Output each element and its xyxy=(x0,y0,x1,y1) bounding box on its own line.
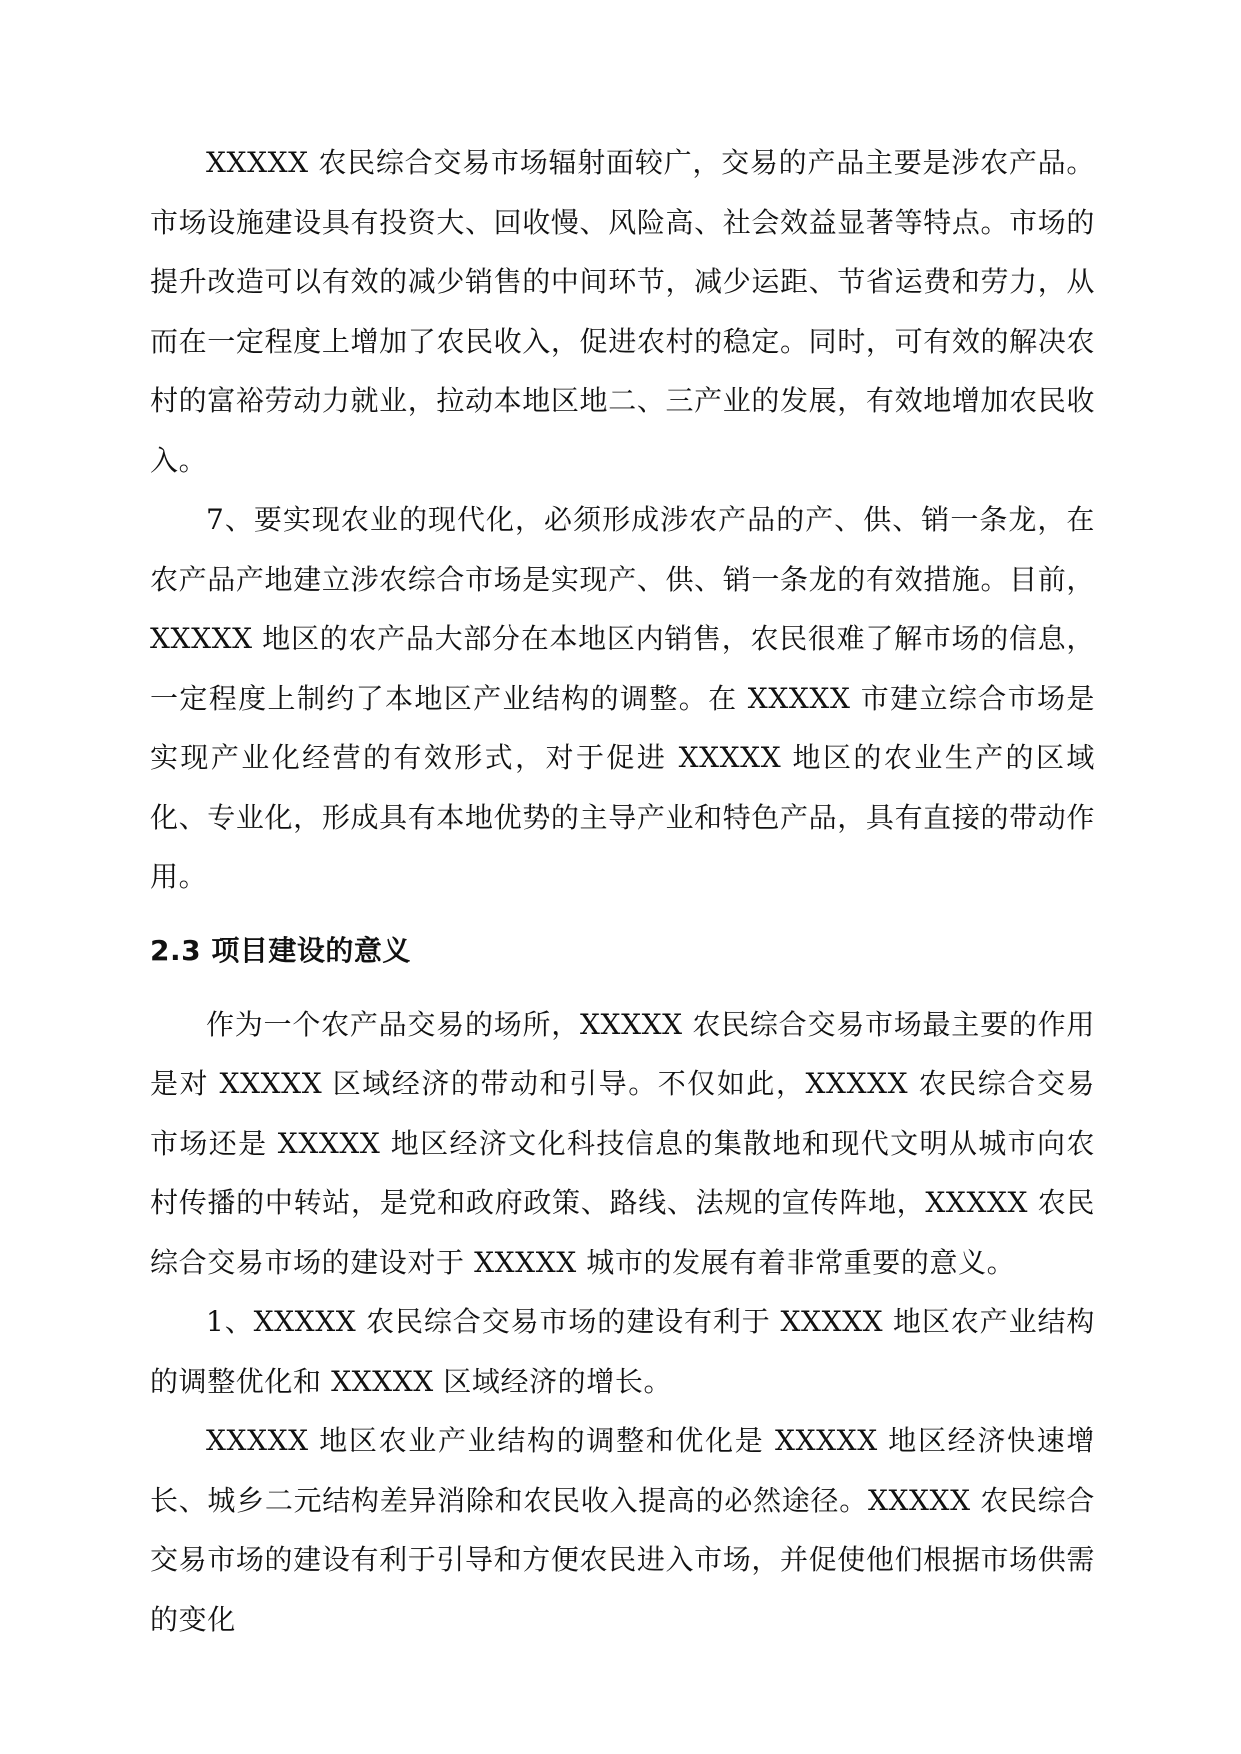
section-heading: 2.3 项目建设的意义 xyxy=(150,933,411,967)
paragraph-structure-optimization: XXXXX 地区农业产业结构的调整和优化是 XXXXX 地区经济快速增长、城乡二元结构差异消除和农民收入提高的必然途径。XXXXX 农民综合交易市场的建设有利于引导和方便农民进入市场，并促使他们根据市场供需的变化 xyxy=(150,1424,1095,1636)
paragraph-point-1: 1、XXXXX 农民综合交易市场的建设有利于 XXXXX 地区农产业结构的调整优化和 XXXXX 区域经济的增长。 xyxy=(150,1305,1095,1398)
paragraph-market-overview: XXXXX 农民综合交易市场辐射面较广，交易的产品主要是涉农产品。市场设施建设具有投资大、回收慢、风险高、社会效益显著等特点。市场的提升改造可以有效的减少销售的中间环节，减少运距、节省运费和劳力，从而在一定程度上增加了农民收入，促进农村的稳定。同时，可有效的解决农村的富裕劳动力就业，拉动本地区地二、三产业的发展，有效地增加农民收入。 xyxy=(150,146,1095,477)
document-page xyxy=(150,133,1095,1649)
paragraph-project-significance: 作为一个农产品交易的场所，XXXXX 农民综合交易市场最主要的作用是对 XXXXX 区域经济的带动和引导。不仅如此，XXXXX 农民综合交易市场还是 XXXXX 地区经济文化科技信息的集散地和现代文明从城市向农村传播的中转站，是党和政府政策、路线、法规的宣传阵地，XXXXX 农民综合交易市场的建设对于 XXXXX 城市的发展有着非常重要的意义。 xyxy=(150,1007,1095,1279)
paragraph-agricultural-modernization: 7、要实现农业的现代化，必须形成涉农产品的产、供、销一条龙，在农产品产地建立涉农综合市场是实现产、供、销一条龙的有效措施。目前，XXXXX 地区的农产品大部分在本地区内销售，农民很难了解市场的信息，一定程度上制约了本地区产业结构的调整。在 XXXXX 市建立综合市场是实现产业化经营的有效形式，对于促进 XXXXX 地区的农业生产的区域化、专业化，形成具有本地优势的主导产业和特色产品，具有直接的带动作用。 xyxy=(150,503,1095,893)
